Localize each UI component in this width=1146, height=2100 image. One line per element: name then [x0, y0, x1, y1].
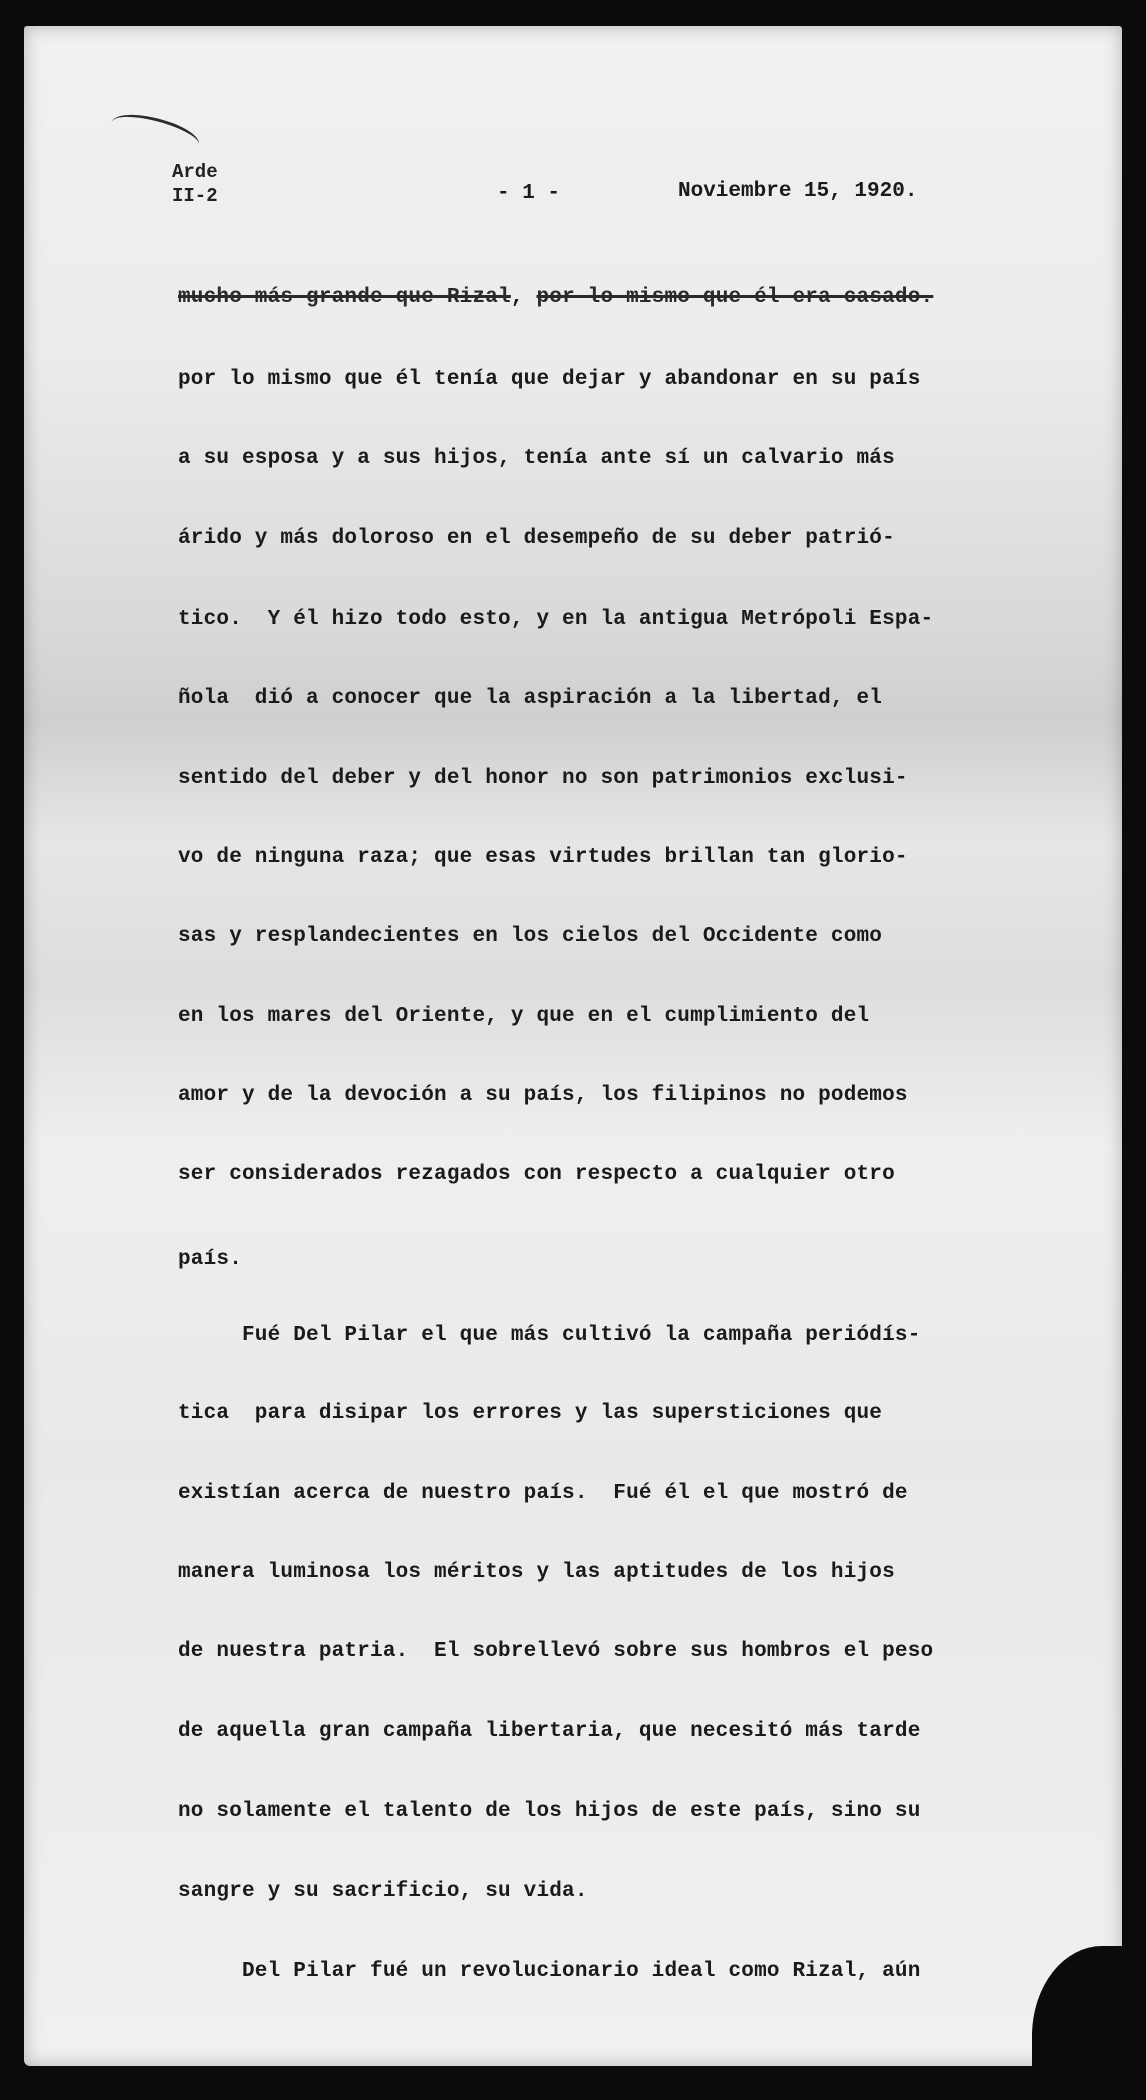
text-line-16: existían acerca de nuestro país. Fué él el que mostró de	[178, 1482, 908, 1505]
reference-code	[172, 160, 218, 208]
page-number: - 1 -	[497, 182, 561, 205]
ink-mark	[107, 105, 202, 162]
text-line-22: Del Pilar fué un revolucionario ideal como Rizal, aún	[178, 1960, 921, 1983]
struck-text: por lo mismo que él era casado.	[536, 286, 934, 309]
text-line-11: amor y de la devoción a su país, los filipinos no podemos	[178, 1084, 908, 1107]
text-line-19: de aquella gran campaña libertaria, que necesitó más tarde	[178, 1720, 921, 1743]
text-line-5: tico. Y él hizo todo esto, y en la antigua Metrópoli Espa-	[178, 608, 934, 631]
text-line-18: de nuestra patria. El sobrellevó sobre sus hombros el peso	[178, 1640, 934, 1663]
text-line-15: tica para disipar los errores y las supersticiones que	[178, 1402, 883, 1425]
text-line-1	[178, 286, 933, 309]
text-line-3: a su esposa y a sus hijos, tenía ante sí un calvario más	[178, 447, 895, 470]
text-line-7: sentido del deber y del honor no son patrimonios exclusi-	[178, 767, 908, 790]
text-line-10: en los mares del Oriente, y que en el cumplimiento del	[178, 1005, 870, 1028]
text-line-14: Fué Del Pilar el que más cultivó la campaña periódís-	[178, 1324, 921, 1347]
text-line-2: por lo mismo que él tenía que dejar y abandonar en su país	[178, 368, 921, 391]
text-line-8: vo de ninguna raza; que esas virtudes brillan tan glorio-	[178, 846, 908, 869]
reference-line-1: Arde	[172, 161, 218, 183]
line-text: ,	[510, 286, 537, 309]
text-line-12: ser considerados rezagados con respecto a cualquier otro	[178, 1163, 895, 1186]
document-date: Noviembre 15, 1920.	[678, 180, 918, 203]
text-line-20: no solamente el talento de los hijos de este país, sino su	[178, 1800, 921, 1823]
struck-text: mucho más grande que Rizal	[178, 286, 511, 309]
text-line-17: manera luminosa los méritos y las aptitudes de los hijos	[178, 1561, 895, 1584]
text-line-4: árido y más doloroso en el desempeño de su deber patrió-	[178, 527, 895, 550]
reference-line-2: II-2	[172, 185, 218, 207]
text-line-13: país.	[178, 1248, 243, 1271]
text-line-21: sangre y su sacrificio, su vida.	[178, 1880, 588, 1903]
text-line-9: sas y resplandecientes en los cielos del Occidente como	[178, 925, 883, 948]
text-line-6: ñola dió a conocer que la aspiración a la libertad, el	[178, 687, 883, 710]
